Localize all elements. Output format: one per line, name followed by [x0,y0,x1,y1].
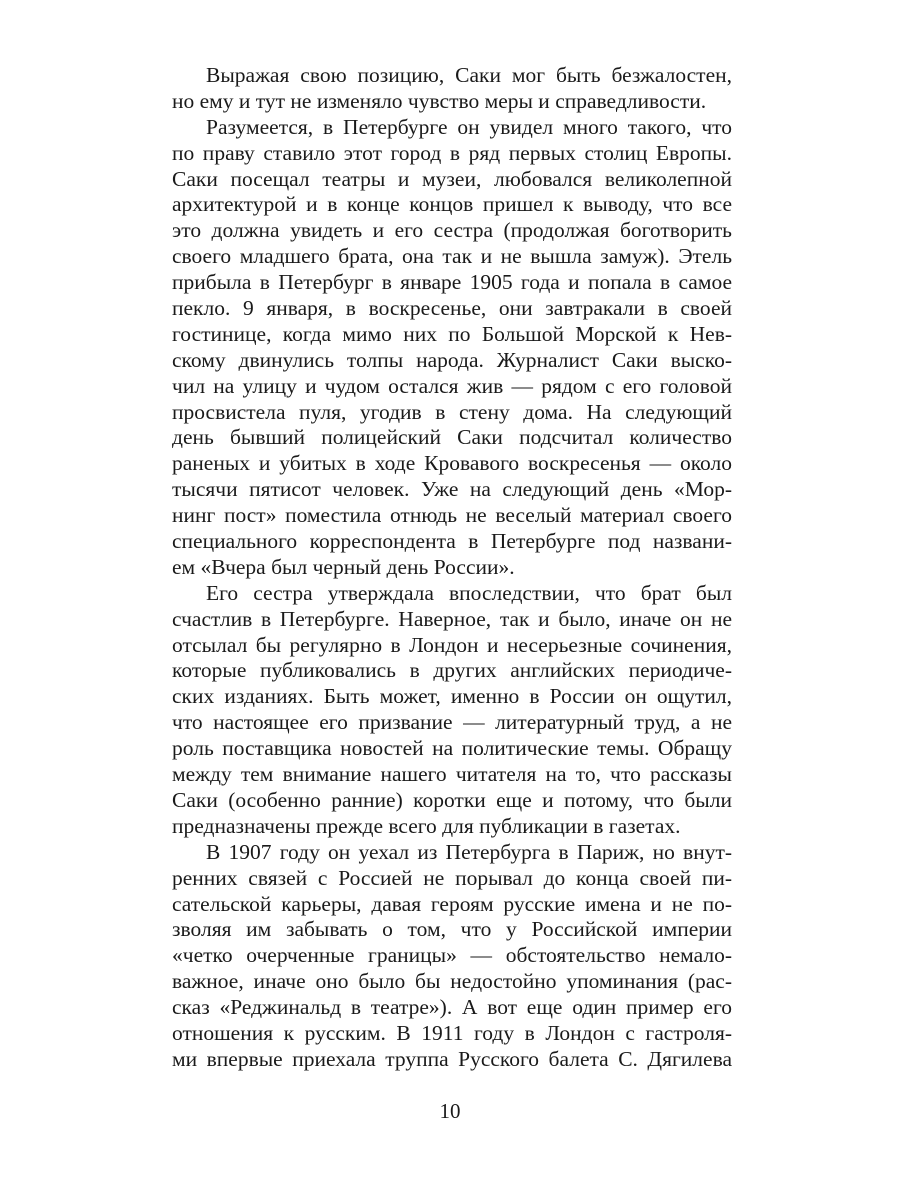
text-line: своего младшего брата, она так и не вышла замуж). Этель [172,244,732,269]
body-text [172,63,732,1073]
text-line: нинг пост» поместила отнюдь не веселый материал своего [172,503,732,528]
text-line: гостинице, когда мимо них по Большой Морской к Нев- [172,321,732,346]
text-line: это должна увидеть и его сестра (продолжая боготворить [172,218,732,243]
text-line: ем «Вчера был черный день России». [172,554,515,579]
text-line: архитектурой и в конце концов пришел к выводу, что все [172,192,732,217]
text-line: Саки посещал театры и музеи, любовался великолепной [172,166,732,191]
paragraph [172,63,732,115]
text-line: счастлив в Петербурге. Наверное, так и было, иначе он не [172,606,732,631]
text-line: между тем внимание нашего читателя на то, что рассказы [172,762,732,787]
text-line: специального корреспондента в Петербурге под названи- [172,529,732,554]
text-line: пекло. 9 января, в воскресенье, они завтракали в своей [172,296,732,321]
text-line: тысячи пятисот человек. Уже на следующий день «Мор- [172,477,732,502]
paragraph [172,115,732,581]
page-number: 10 [439,1099,461,1123]
text-line: чил на улицу и чудом остался жив — рядом с его головой [172,373,732,398]
text-line: В 1907 году он уехал из Петербурга в Париж, но внут- [206,839,732,864]
text-line: которые публиковались в других английских периодиче- [172,658,732,683]
text-line: Саки (особенно ранние) коротки еще и потому, что были [172,787,732,812]
text-line: прибыла в Петербург в январе 1905 года и попала в самое [172,270,732,295]
text-line: раненых и убитых в ходе Кровавого воскресенья — около [172,451,732,476]
text-line: сательской карьеры, давая героям русские имена и не по- [172,891,732,916]
text-line: что настоящее его призвание — литературный труд, а не [172,710,732,735]
text-line: важное, иначе оно было бы недостойно упоминания (рас- [172,969,732,994]
text-line: ми впервые приехала труппа Русского балета С. Дягилева [172,1046,732,1071]
text-line: «четко очерченные границы» — обстоятельство немало- [172,943,732,968]
text-line: Разумеется, в Петербурге он увидел много такого, что [206,114,732,139]
text-line: роль поставщика новостей на политические темы. Обращу [172,736,732,761]
text-line: по праву ставило этот город в ряд первых столиц Европы. [172,140,732,165]
text-line: но ему и тут не изменяло чувство меры и справедливости. [172,88,707,113]
paragraph [172,840,732,1073]
text-line: предназначены прежде всего для публикации в газетах. [172,813,681,838]
text-line: день бывший полицейский Саки подсчитал количество [172,425,732,450]
paragraph [172,581,732,840]
text-line: Выражая свою позицию, Саки мог быть безжалостен, [206,63,732,87]
text-line: скому двинулись толпы народа. Журналист Саки выско- [172,347,732,372]
text-line: Его сестра утверждала впоследствии, что брат был [206,580,732,605]
text-line: отсылал бы регулярно в Лондон и несерьезные сочинения, [172,632,732,657]
text-line: сказ «Реджинальд в театре»). А вот еще один пример его [172,995,732,1020]
text-line: ских изданиях. Быть может, именно в России он ощутил, [172,684,732,709]
text-line: просвистела пуля, угодив в стену дома. На следующий [172,399,732,424]
text-line: зволяя им забывать о том, что у Российской империи [172,917,732,942]
text-line: ренних связей с Россией не порывал до конца своей пи- [172,865,732,890]
text-line: отношения к русским. В 1911 году в Лондон с гастроля- [172,1020,732,1045]
